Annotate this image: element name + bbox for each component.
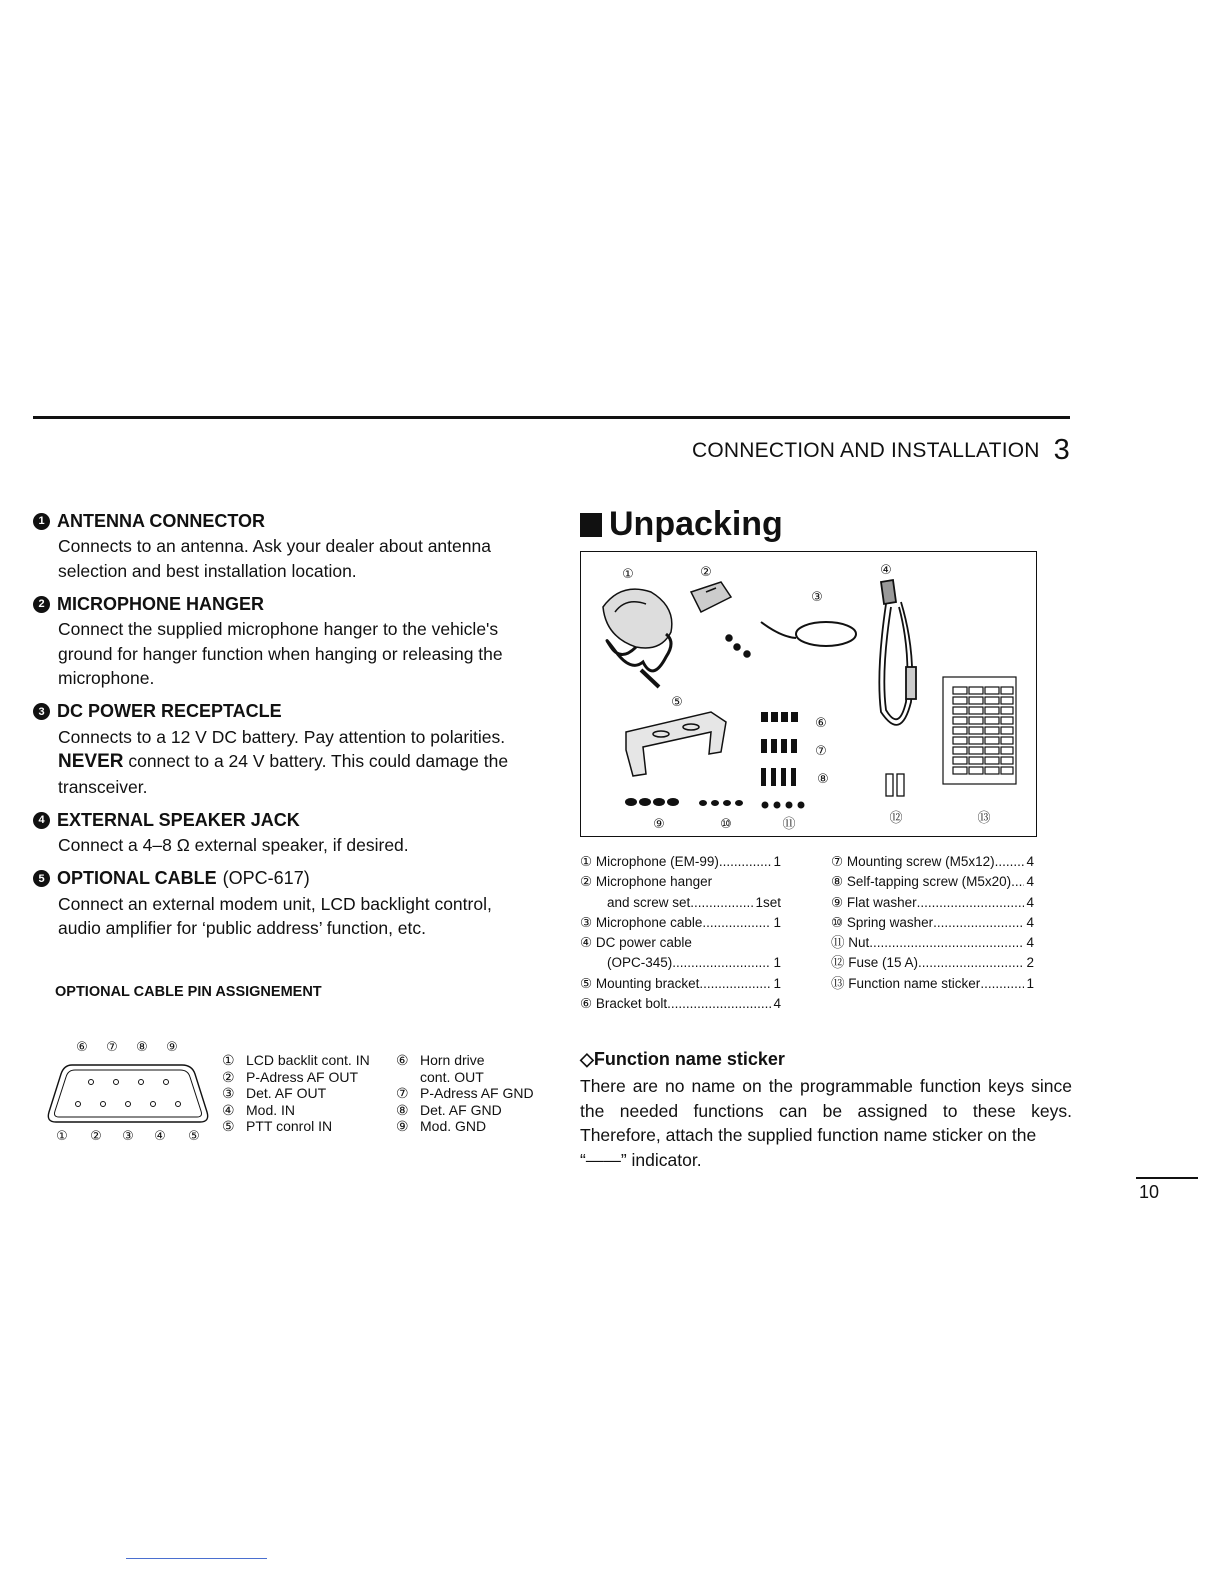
figure-label: ⑬	[977, 811, 991, 826]
body-text-end: “——” indicator.	[580, 1149, 702, 1170]
bolt-icons	[761, 712, 798, 722]
nut-icons	[762, 802, 805, 809]
chapter-number: 3	[1053, 434, 1070, 466]
number-badge: 4	[33, 812, 50, 829]
pin-label: ⑥	[76, 1040, 88, 1055]
fuse-icons	[886, 774, 904, 796]
supplied-parts-figure	[580, 551, 1037, 837]
number-badge: 2	[33, 596, 50, 613]
pin-label: ⑧	[136, 1040, 148, 1055]
mounting-bracket-icon	[626, 712, 726, 776]
figure-label: ⑪	[782, 817, 796, 832]
parts-list-item: (OPC-345) ..... 1	[580, 953, 781, 973]
figure-label: ⑫	[889, 811, 903, 826]
section-body	[58, 725, 533, 800]
section-title: MICROPHONE HANGER	[57, 593, 265, 614]
flat-washer-icons	[625, 798, 679, 806]
parts-list-item: ⑦ Mounting screw (M5x12) ..... 4	[831, 852, 1034, 872]
figure-label: ⑤	[671, 695, 683, 710]
pin-label: ④	[154, 1129, 166, 1144]
figure-label: ③	[811, 590, 823, 605]
section-body: Connect a 4–8 Ω external speaker, if desired.	[58, 835, 409, 855]
number-badge: 3	[33, 703, 50, 720]
figure-label: ⑨	[653, 817, 665, 832]
pin-hole	[114, 1080, 119, 1085]
warning-word: NEVER	[58, 751, 124, 772]
number-badge: 5	[33, 870, 50, 887]
dc-power-cable-icon	[879, 580, 916, 725]
parts-illustration	[581, 552, 1036, 836]
pin-hole	[151, 1102, 156, 1107]
pin-hole	[139, 1080, 144, 1085]
section-body: Connect an external modem unit, LCD backlight control, audio amplifier for ‘public address’ function, etc.	[58, 893, 492, 938]
unpacking-title: Unpacking	[580, 505, 783, 544]
pin-label: ⑦	[106, 1040, 118, 1055]
pin-assignment-list	[222, 1052, 534, 1135]
figure-label: ⑩	[720, 817, 732, 832]
parts-list-item: ② Microphone hanger	[580, 874, 713, 890]
section-title-extra: (OPC-617)	[222, 868, 310, 888]
number-badge: 1	[33, 513, 50, 530]
figure-label: ④	[880, 563, 892, 578]
figure-label: ②	[700, 565, 712, 580]
page-number: 10	[1139, 1182, 1160, 1202]
parts-list-item: ⑬ Function name sticker ..... 1	[831, 974, 1034, 994]
microphone-icon	[603, 589, 672, 687]
pin-hole	[89, 1080, 94, 1085]
screw-icons	[761, 739, 797, 753]
pin-row: ④ Mod. IN ⑧ Det. AF GND	[222, 1101, 502, 1118]
parts-list-item: ③ Microphone cable ..... 1	[580, 913, 781, 933]
section-dc-power	[33, 699, 533, 800]
body-text: Connects to a 12 V DC battery. Pay attention to polarities.	[58, 726, 506, 747]
pin-label: ②	[90, 1129, 102, 1144]
header-rule	[33, 416, 1070, 419]
page-number-rule	[1136, 1177, 1198, 1179]
parts-list-left	[580, 852, 781, 1014]
page-header	[692, 434, 1070, 467]
section-optional-cable	[33, 866, 533, 941]
pin-hole	[76, 1102, 81, 1107]
pin-row: ⑤ PTT conrol IN ⑨ Mod. GND	[222, 1118, 487, 1134]
section-title: EXTERNAL SPEAKER JACK	[57, 809, 300, 830]
pin-hole	[126, 1102, 131, 1107]
body-text: connect to a 24 V battery. This could damage the transceiver.	[58, 751, 509, 797]
parts-list-item: ⑥ Bracket bolt ..... 4	[580, 994, 781, 1014]
pin-hole	[164, 1080, 169, 1085]
section-antenna-connector	[33, 508, 533, 583]
figure-label: ⑦	[815, 744, 827, 759]
pin-hole	[176, 1102, 181, 1107]
pin-row: ② P-Adress AF OUT cont. OUT	[222, 1068, 484, 1085]
section-body: Connects to an antenna. Ask your dealer about antenna selection and best installation location.	[58, 536, 491, 581]
pin-row: ③ Det. AF OUT ⑦ P-Adress AF GND	[222, 1085, 534, 1101]
parts-list-item: ⑨ Flat washer ..... 4	[831, 893, 1034, 913]
header-title: CONNECTION AND INSTALLATION	[691, 439, 1040, 462]
function-sticker-title: ◇Function name sticker	[580, 1049, 785, 1069]
parts-list-item: ⑧ Self-tapping screw (M5x20) ..... 4	[831, 872, 1034, 892]
hanger-icon	[691, 582, 750, 657]
pin-label: ⑤	[188, 1129, 200, 1144]
section-external-speaker	[33, 807, 533, 858]
figure-label: ①	[622, 567, 634, 582]
connector-shell	[48, 1065, 207, 1122]
parts-list-item: ⑪ Nut ..... 4	[831, 933, 1034, 953]
pin-hole	[101, 1102, 106, 1107]
connector-descriptions	[33, 508, 533, 949]
pin-row: ① LCD backlit cont. IN ⑥ Horn drive	[222, 1052, 485, 1068]
section-body: Connect the supplied microphone hanger to the vehicle's ground for hanger function when hanging or releasing the microphone.	[58, 619, 503, 688]
footer-line	[126, 1558, 267, 1559]
parts-list-right	[831, 852, 1034, 994]
section-title: OPTIONAL CABLE	[57, 868, 217, 888]
body-text: There are no name on the programmable function keys since the needed functions can be assigned to these keys. Therefore, attach the supplied function name sticker on the	[580, 1076, 1072, 1145]
pin-assignment-title: OPTIONAL CABLE PIN ASSIGNEMENT	[55, 984, 322, 1000]
function-sticker-body	[580, 1074, 1072, 1172]
spring-washer-icons	[699, 800, 743, 806]
connector-inner	[55, 1070, 202, 1117]
parts-list-item: and screw set ..... 1set	[580, 893, 781, 913]
pin-label: ③	[122, 1129, 134, 1144]
parts-list-item: ⑩ Spring washer ..... 4	[831, 913, 1034, 933]
pin-label: ①	[56, 1129, 68, 1144]
parts-list-item: ① Microphone (EM-99) ..... 1	[580, 852, 781, 872]
cable-icon	[761, 622, 856, 646]
self-tapping-screw-icons	[761, 768, 796, 786]
parts-list-item: ⑤ Mounting bracket ..... 1	[580, 974, 781, 994]
figure-label: ⑧	[817, 772, 829, 787]
parts-list-item: ⑫ Fuse (15 A) ..... 2	[831, 953, 1034, 973]
square-bullet-icon	[580, 513, 602, 537]
figure-label: ⑥	[815, 716, 827, 731]
pin-label: ⑨	[166, 1040, 178, 1055]
section-microphone-hanger	[33, 591, 533, 691]
function-sticker-icon	[943, 677, 1016, 784]
connector-diagram	[44, 1036, 212, 1146]
section-title: ANTENNA CONNECTOR	[57, 510, 266, 531]
section-title: DC POWER RECEPTACLE	[57, 701, 282, 721]
parts-list-item: ④ DC power cable	[580, 935, 692, 951]
